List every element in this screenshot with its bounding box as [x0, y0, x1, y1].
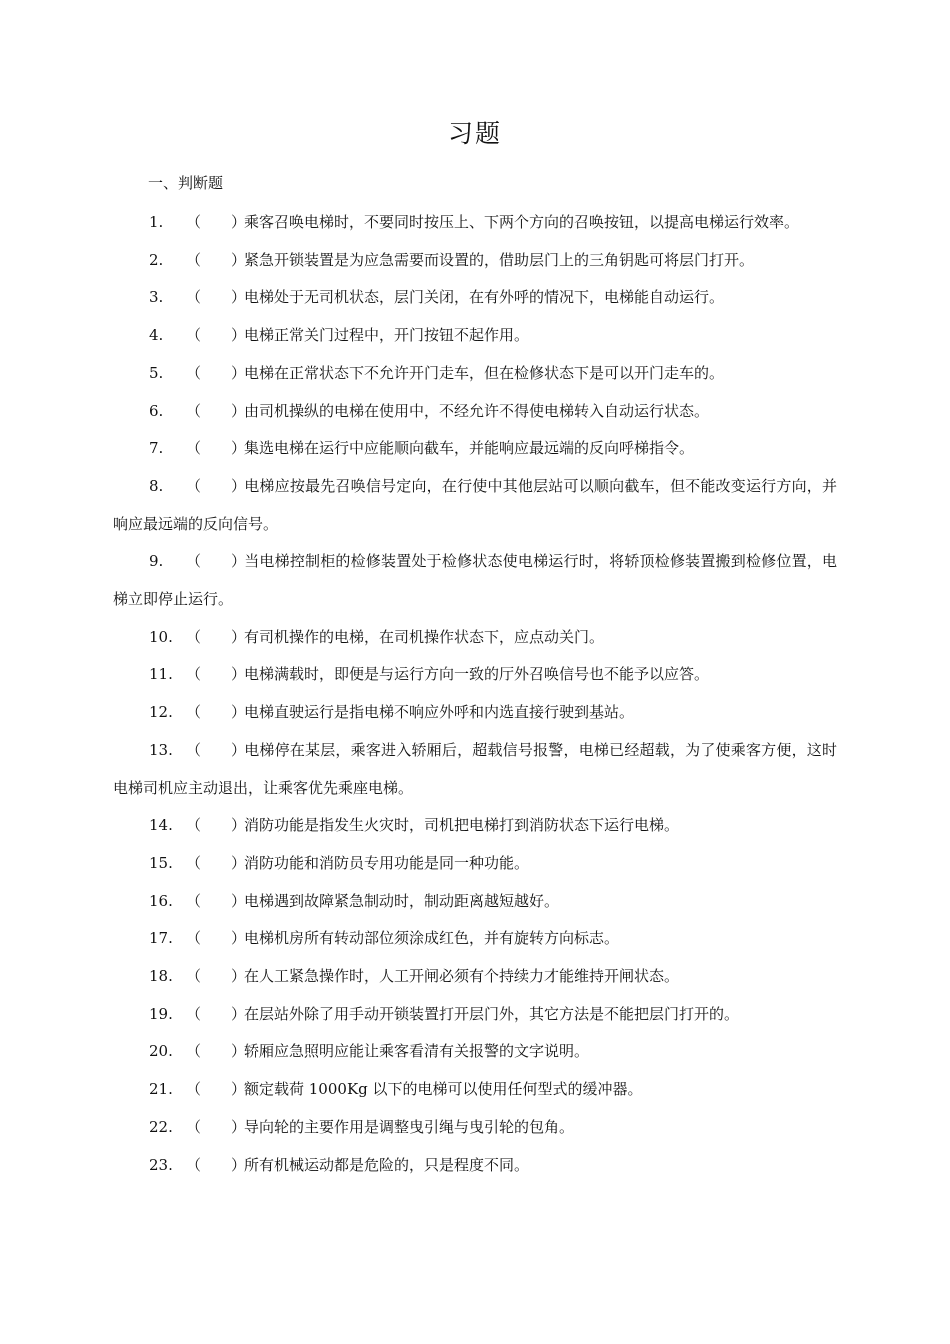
- question-number: 6.: [149, 401, 164, 420]
- section-heading: 一、判断题: [148, 174, 224, 192]
- question-number: 7.: [149, 439, 164, 458]
- question-number: 20.: [149, 1042, 173, 1061]
- question-number: 23.: [149, 1155, 173, 1174]
- question-number: 19.: [149, 1004, 173, 1023]
- question-number: 11.: [149, 665, 173, 684]
- question-text: 电梯应按最先召唤信号定向，在行使中其他层站可以顺向截车，但不能改变运行方向，并响应最远端的反向信号。: [113, 476, 837, 533]
- question-text: 乘客召唤电梯时，不要同时按压上、下两个方向的召唤按钮，以提高电梯运行效率。: [244, 213, 800, 231]
- question-number: 16.: [149, 891, 173, 910]
- answer-blank: （ ）: [186, 439, 247, 458]
- question-item: [113, 393, 837, 431]
- question-text: 消防功能和消防员专用功能是同一种功能。: [244, 853, 530, 872]
- answer-blank: （ ）: [186, 1155, 247, 1174]
- question-text: 在层站外除了用手动开锁装置打开层门外，其它方法是不能把层门打开的。: [244, 1004, 740, 1023]
- question-item: [113, 656, 837, 694]
- page-title: 习题: [447, 119, 502, 148]
- question-item: [113, 996, 837, 1034]
- question-item: [113, 732, 837, 807]
- question-number: 4.: [149, 326, 164, 345]
- answer-blank: （ ）: [186, 929, 247, 948]
- question-item: [113, 1033, 837, 1071]
- question-item: [113, 619, 837, 657]
- question-number: 1.: [149, 213, 164, 231]
- answer-blank: （ ）: [186, 552, 247, 571]
- question-item: [113, 543, 837, 618]
- question-text: 当电梯控制柜的检修装置处于检修状态使电梯运行时，将轿顶检修装置搬到检修位置，电梯立即停止运行。: [113, 552, 837, 609]
- answer-blank: （ ）: [186, 703, 247, 722]
- answer-blank: （ ）: [186, 250, 247, 269]
- question-text: 电梯满载时，即便是与运行方向一致的厅外召唤信号也不能予以应答。: [244, 665, 710, 684]
- question-item: [113, 204, 837, 242]
- question-text: 所有机械运动都是危险的，只是程度不同。: [244, 1155, 530, 1174]
- question-number: 5.: [149, 363, 164, 382]
- question-text: 紧急开锁装置是为应急需要而设置的，借助层门上的三角钥匙可将层门打开。: [244, 250, 755, 269]
- question-number: 15.: [149, 853, 173, 872]
- question-item: [113, 355, 837, 393]
- answer-blank: （ ）: [186, 363, 247, 382]
- question-number: 3.: [149, 288, 164, 307]
- answer-blank: （ ）: [186, 476, 247, 495]
- question-item: [113, 920, 837, 958]
- answer-blank: （ ）: [186, 213, 247, 231]
- question-text: 集选电梯在运行中应能顺向截车，并能响应最远端的反向呼梯指令。: [244, 439, 695, 458]
- question-item: [113, 1147, 837, 1185]
- question-number: 9.: [149, 552, 164, 571]
- question-number: 8.: [149, 476, 164, 495]
- question-number: 21.: [149, 1080, 173, 1099]
- question-item: [113, 317, 837, 355]
- question-text: 由司机操纵的电梯在使用中，不经允许不得使电梯转入自动运行状态。: [244, 401, 710, 420]
- answer-blank: （ ）: [186, 326, 247, 345]
- answer-blank: （ ）: [186, 1117, 247, 1136]
- answer-blank: （ ）: [186, 740, 247, 759]
- question-item: [113, 807, 837, 845]
- answer-blank: （ ）: [186, 401, 247, 420]
- question-list: [113, 204, 837, 1184]
- question-item: [113, 430, 837, 468]
- question-item: [113, 958, 837, 996]
- question-text: 在人工紧急操作时，人工开闸必须有个持续力才能维持开闸状态。: [244, 967, 680, 986]
- question-text: 电梯正常关门过程中，开门按钮不起作用。: [244, 326, 530, 345]
- question-item: [113, 1071, 837, 1109]
- question-item: [113, 279, 837, 317]
- answer-blank: （ ）: [186, 288, 247, 307]
- answer-blank: （ ）: [186, 627, 247, 646]
- question-number: 10.: [149, 627, 173, 646]
- question-text: 电梯遇到故障紧急制动时，制动距离越短越好。: [244, 891, 560, 910]
- question-item: [113, 468, 837, 543]
- question-number: 22.: [149, 1117, 173, 1136]
- question-text: 导向轮的主要作用是调整曳引绳与曳引轮的包角。: [244, 1117, 575, 1136]
- question-number: 12.: [149, 703, 173, 722]
- answer-blank: （ ）: [186, 967, 247, 986]
- question-number: 18.: [149, 967, 173, 986]
- question-text: 电梯处于无司机状态，层门关闭，在有外呼的情况下，电梯能自动运行。: [244, 288, 725, 307]
- question-text: 有司机操作的电梯，在司机操作状态下，应点动关门。: [244, 627, 605, 646]
- question-item: [113, 242, 837, 280]
- question-text: 电梯在正常状态下不允许开门走车，但在检修状态下是可以开门走车的。: [244, 363, 725, 382]
- question-text: 电梯停在某层，乘客进入轿厢后，超载信号报警，电梯已经超载，为了使乘客方便，这时电梯司机应主动退出，让乘客优先乘座电梯。: [113, 740, 837, 797]
- question-number: 13.: [149, 740, 173, 759]
- question-number: 17.: [149, 929, 173, 948]
- answer-blank: （ ）: [186, 853, 247, 872]
- answer-blank: （ ）: [186, 1004, 247, 1023]
- question-item: [113, 845, 837, 883]
- answer-blank: （ ）: [186, 665, 247, 684]
- question-number: 2.: [149, 250, 164, 269]
- question-text: 电梯机房所有转动部位须涂成红色，并有旋转方向标志。: [244, 929, 620, 948]
- question-item: [113, 1109, 837, 1147]
- question-number: 14.: [149, 816, 173, 835]
- question-text: 电梯直驶运行是指电梯不响应外呼和内选直接行驶到基站。: [244, 703, 635, 722]
- question-text: 额定载荷 1000Kg 以下的电梯可以使用任何型式的缓冲器。: [244, 1080, 643, 1099]
- question-item: [113, 883, 837, 921]
- answer-blank: （ ）: [186, 1042, 247, 1061]
- answer-blank: （ ）: [186, 816, 247, 835]
- answer-blank: （ ）: [186, 891, 247, 910]
- question-text: 消防功能是指发生火灾时，司机把电梯打到消防状态下运行电梯。: [244, 816, 680, 835]
- question-item: [113, 694, 837, 732]
- answer-blank: （ ）: [186, 1080, 247, 1099]
- question-text: 轿厢应急照明应能让乘客看清有关报警的文字说明。: [244, 1042, 590, 1061]
